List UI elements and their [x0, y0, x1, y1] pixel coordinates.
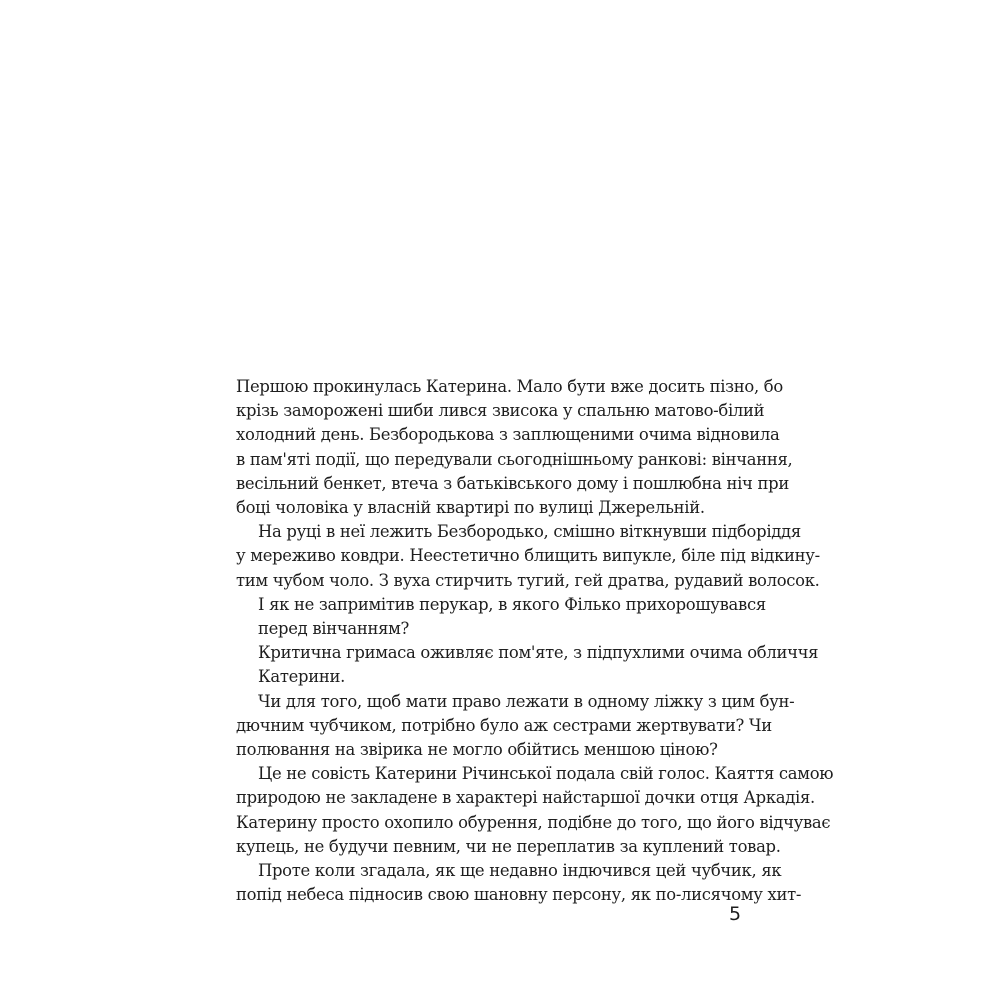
text-line: Катерини. — [258, 667, 346, 687]
text-line: крізь заморожені шиби лився звисока у спальню матово-білий — [236, 401, 765, 421]
text-line: Це не совість Катерини Річинської подала свій голос. Каяття самою — [258, 764, 834, 784]
text-line: Катерину просто охопило обурення, подібне до того, що його відчуває — [236, 812, 831, 832]
text-line: весільний бенкет, втеча з батьківського дому і пошлюбна ніч при — [236, 473, 789, 493]
text-line: Критична гримаса оживляє пом'яте, з підпухлими очима обличчя — [258, 643, 819, 663]
text-line: боці чоловіка у власній квартирі по вулиці Джерельній. — [236, 498, 705, 518]
text-line: полювання на звірика не могло обійтись меншою ціною? — [236, 740, 718, 760]
text-line: попід небеса підносив свою шановну персону, як по-лисячому хит- — [236, 885, 802, 905]
text-line: І як не запримітив перукар, в якого Філько прихорошувався — [258, 594, 766, 614]
page-number: 5 — [729, 903, 742, 925]
text-line: тим чубом чоло. З вуха стирчить тугий, гей дратва, рудавий волосок. — [236, 570, 820, 590]
text-line: перед вінчанням? — [258, 619, 410, 639]
text-line: На руці в неї лежить Безбородько, смішно віткнувши підборіддя — [258, 522, 801, 542]
text-line: Чи для того, щоб мати право лежати в одному ліжку з цим бун- — [258, 691, 795, 711]
body-text — [236, 375, 834, 907]
text-line: в пам'яті події, що передували сьогоднішньому ранкові: вінчання, — [236, 449, 793, 469]
text-line: Проте коли згадала, як ще недавно індючився цей чубчик, як — [258, 861, 782, 881]
text-line: Першою прокинулась Катерина. Мало бути вже досить пізно, бо — [236, 377, 783, 396]
text-line: у мереживо ковдри. Неестетично блищить випукле, біле під відкину- — [236, 546, 820, 566]
text-line: дючним чубчиком, потрібно було аж сестрами жертвувати? Чи — [236, 715, 772, 735]
text-line: природою не закладене в характері найстаршої дочки отця Аркадія. — [236, 788, 815, 808]
text-line: купець, не будучи певним, чи не переплатив за куплений товар. — [236, 836, 781, 856]
text-line: холодний день. Безбородькова з заплющеними очима відновила — [236, 425, 780, 445]
